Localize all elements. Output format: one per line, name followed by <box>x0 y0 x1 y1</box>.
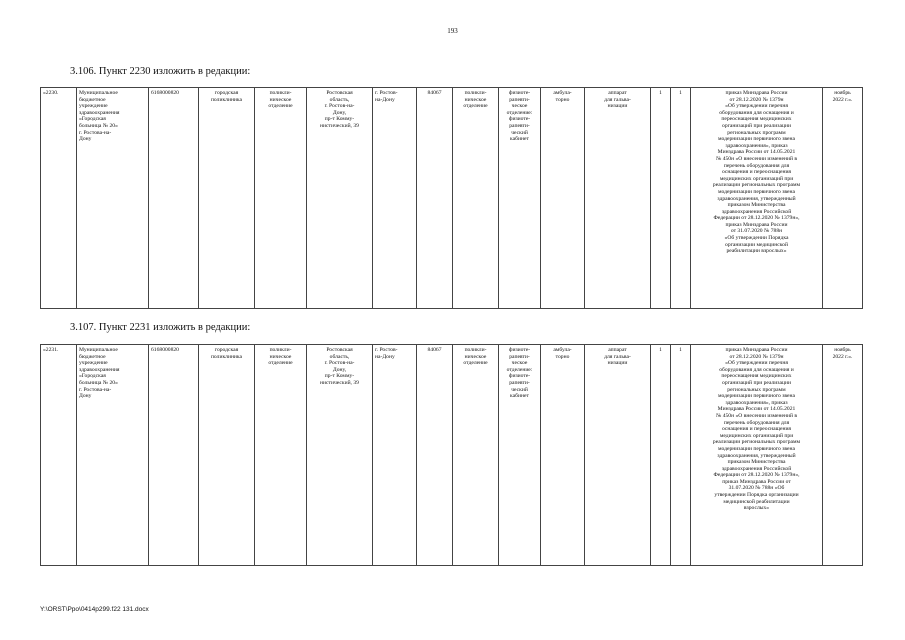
cell-quantity-1: 1 <box>651 88 671 309</box>
cell-inn: 6168000820 <box>149 345 199 566</box>
cell-organization: Муниципальное бюджетное учреждение здравоохранения «Городская больница № 20» г. Ростова-на- Дону <box>77 88 149 309</box>
cell-unit: городская поликлиника <box>199 88 255 309</box>
table-row <box>41 88 863 309</box>
cell-address: Ростовская область, г. Ростов-на- Дону, пр-т Комму- нистический, 39 <box>307 88 373 309</box>
cell-room: физиоте- рапевти- ческое отделение: физиоте- рапевти- ческий кабинет <box>499 88 541 309</box>
amendment-table <box>40 344 863 566</box>
cell-number: «2230. <box>41 88 77 309</box>
cell-legal-basis: приказ Минздрава России от 28.12.2020 № 1379н «Об утверждении перечня оборудования для оснащения и переоснащения медицинских организаций при реализации региональных программ модернизации первичного звена здравоохранения», приказ Минздрава России от 14.05.2021 № 450н «О внесении изменений в перечень оборудования для оснащения и переоснащения медицинских организаций при реализации региональных программ модернизации первичного звена здравоохранения, утвержденный приказом Министерства здравоохранения Российской Федерации от 28.12.2020 № 1379н», приказ Минздрава России от 31.07.2020 № 788н «Об утверждении Порядка организации медицинской реабилитации взрослых» <box>691 345 823 566</box>
cell-quantity-2: 1 <box>671 345 691 566</box>
cell-quantity-1: 1 <box>651 345 671 566</box>
cell-date: ноябрь 2022 г.». <box>823 345 863 566</box>
cell-subunit: поликли- ническое отделение <box>255 345 307 566</box>
section-heading: 3.107. Пункт 2231 изложить в редакции: <box>70 322 251 333</box>
cell-code: 84067 <box>417 88 453 309</box>
cell-equipment: аппарат для гальва- низации <box>585 345 651 566</box>
cell-department: поликли- ническое отделение <box>453 88 499 309</box>
section-heading: 3.106. Пункт 2230 изложить в редакции: <box>70 66 251 77</box>
cell-city: г. Ростов- на-Дону <box>373 345 417 566</box>
cell-care-type: амбула- торно <box>541 88 585 309</box>
cell-number: «2231. <box>41 345 77 566</box>
table-row <box>41 345 863 566</box>
cell-inn: 6168000820 <box>149 88 199 309</box>
cell-unit: городская поликлиника <box>199 345 255 566</box>
cell-address: Ростовская область, г. Ростов-на- Дону, пр-т Комму- нистический, 39 <box>307 345 373 566</box>
cell-equipment: аппарат для гальва- низации <box>585 88 651 309</box>
cell-city: г. Ростов- на-Дону <box>373 88 417 309</box>
cell-room: физиоте- рапевти- ческое отделение: физиоте- рапевти- ческий кабинет <box>499 345 541 566</box>
cell-care-type: амбула- торно <box>541 345 585 566</box>
file-path-footer: Y:\ORST\Ppo\0414p299.f22 131.docx <box>40 606 149 613</box>
amendment-table <box>40 87 863 309</box>
cell-department: поликли- ническое отделение <box>453 345 499 566</box>
page-number: 193 <box>447 27 458 35</box>
cell-quantity-2: 1 <box>671 88 691 309</box>
cell-organization: Муниципальное бюджетное учреждение здравоохранения «Городская больница № 20» г. Ростова-на- Дону <box>77 345 149 566</box>
cell-legal-basis: приказ Минздрава России от 28.12.2020 № 1379н «Об утверждении перечня оборудования для оснащения и переоснащения медицинских организаций при реализации региональных программ модернизации первичного звена здравоохранения», приказ Минздрава России от 14.05.2021 № 450н «О внесении изменений в перечень оборудования для оснащения и переоснащения медицинских организаций при реализации региональных программ модернизации первичного звена здравоохранения, утвержденный приказом Министерства здравоохранения Российской Федерации от 28.12.2020 № 1379н», приказ Минздрава России от 31.07.2020 № 788н «Об утверждении Порядка организации медицинской реабилитации взрослых» <box>691 88 823 309</box>
cell-subunit: поликли- ническое отделение <box>255 88 307 309</box>
cell-date: ноябрь 2022 г.». <box>823 88 863 309</box>
cell-code: 84067 <box>417 345 453 566</box>
